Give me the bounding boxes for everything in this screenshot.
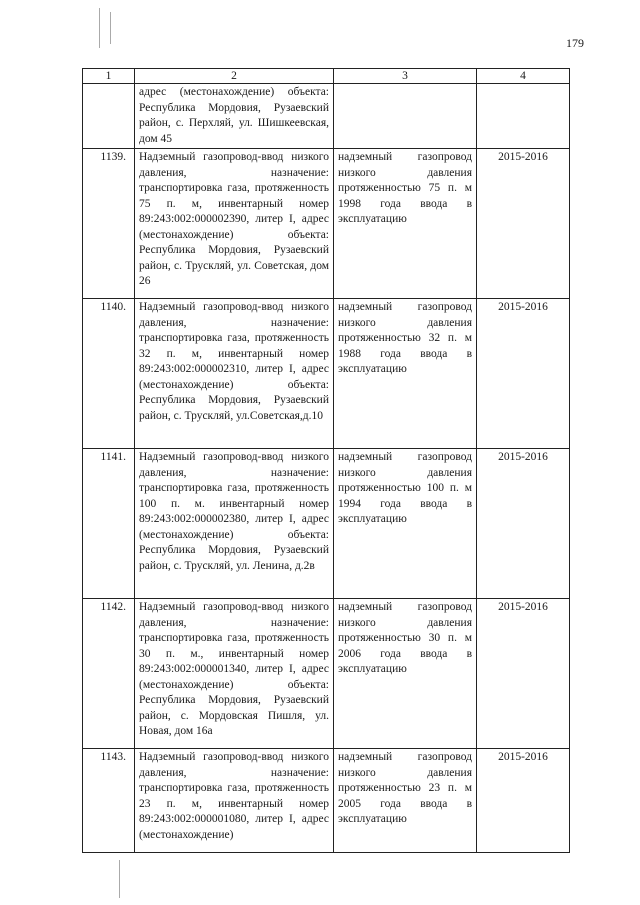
object-description: Надземный газопровод-ввод низкого давления, назначение: транспортировка газа, протяженность 32 п. м, инвентарный номер 89:243:002:000002310, литер I, адрес (местонахождение) объекта: Республика Мордовия, Рузаевский район, с. Трускляй, ул.Советская,д.10 <box>135 299 334 449</box>
row-number: 1142. <box>83 599 135 749</box>
scan-artifact <box>110 12 111 44</box>
row-number <box>83 84 135 149</box>
period: 2015-2016 <box>477 149 570 299</box>
table-row <box>83 149 570 299</box>
column-header: 1 <box>83 69 135 84</box>
object-note: надземный газопровод низкого давления протяженностью 30 п. м 2006 года ввода в эксплуатацию <box>334 599 477 749</box>
object-description: Надземный газопровод-ввод низкого давления, назначение: транспортировка газа, протяженность 23 п. м, инвентарный номер 89:243:002:000001080, литер I, адрес (местонахождение) <box>135 749 334 853</box>
scan-artifact <box>119 860 120 898</box>
table-row <box>83 749 570 853</box>
object-description: Надземный газопровод-ввод низкого давления, назначение: транспортировка газа, протяженность 30 п. м., инвентарный номер 89:243:002:000001340, литер I, адрес (местонахождение) объекта: Республика Мордовия, Рузаевский район, с. Мордовская Пишля, ул. Новая, дом 16а <box>135 599 334 749</box>
column-header: 3 <box>334 69 477 84</box>
object-note: надземный газопровод низкого давления протяженностью 23 п. м 2005 года ввода в эксплуатацию <box>334 749 477 853</box>
object-description: Надземный газопровод-ввод низкого давления, назначение: транспортировка газа, протяженность 100 п. м. инвентарный номер 89:243:002:000002380, литер I, адрес (местонахождение) объекта: Республика Мордовия, Рузаевский район, с. Трускляй, ул. Ленина, д.2в <box>135 449 334 599</box>
period: 2015-2016 <box>477 599 570 749</box>
period: 2015-2016 <box>477 299 570 449</box>
object-note: надземный газопровод низкого давления протяженностью 100 п. м 1994 года ввода в эксплуатацию <box>334 449 477 599</box>
table-row <box>83 299 570 449</box>
table-row <box>83 599 570 749</box>
table-row <box>83 449 570 599</box>
object-description: Надземный газопровод-ввод низкого давления, назначение: транспортировка газа, протяженность 75 п. м, инвентарный номер 89:243:002:000002390, литер I, адрес (местонахождение) объекта: Республика Мордовия, Рузаевский район, с. Трускляй, ул. Советская, дом 26 <box>135 149 334 299</box>
object-note: надземный газопровод низкого давления протяженностью 32 п. м 1988 года ввода в эксплуатацию <box>334 299 477 449</box>
page-number: 179 <box>566 36 584 50</box>
object-note: надземный газопровод низкого давления протяженностью 75 п. м 1998 года ввода в эксплуатацию <box>334 149 477 299</box>
period: 2015-2016 <box>477 449 570 599</box>
table-header-row <box>83 69 570 84</box>
scan-artifact <box>99 8 100 48</box>
row-number: 1143. <box>83 749 135 853</box>
gas-pipeline-table <box>82 68 570 853</box>
row-number: 1140. <box>83 299 135 449</box>
column-header: 2 <box>135 69 334 84</box>
object-note <box>334 84 477 149</box>
table-row <box>83 84 570 149</box>
column-header: 4 <box>477 69 570 84</box>
period <box>477 84 570 149</box>
object-description: адрес (местонахождение) объекта: Республика Мордовия, Рузаевский район, с. Перхляй, ул. Шишкеевская, дом 45 <box>135 84 334 149</box>
row-number: 1141. <box>83 449 135 599</box>
period: 2015-2016 <box>477 749 570 853</box>
row-number: 1139. <box>83 149 135 299</box>
